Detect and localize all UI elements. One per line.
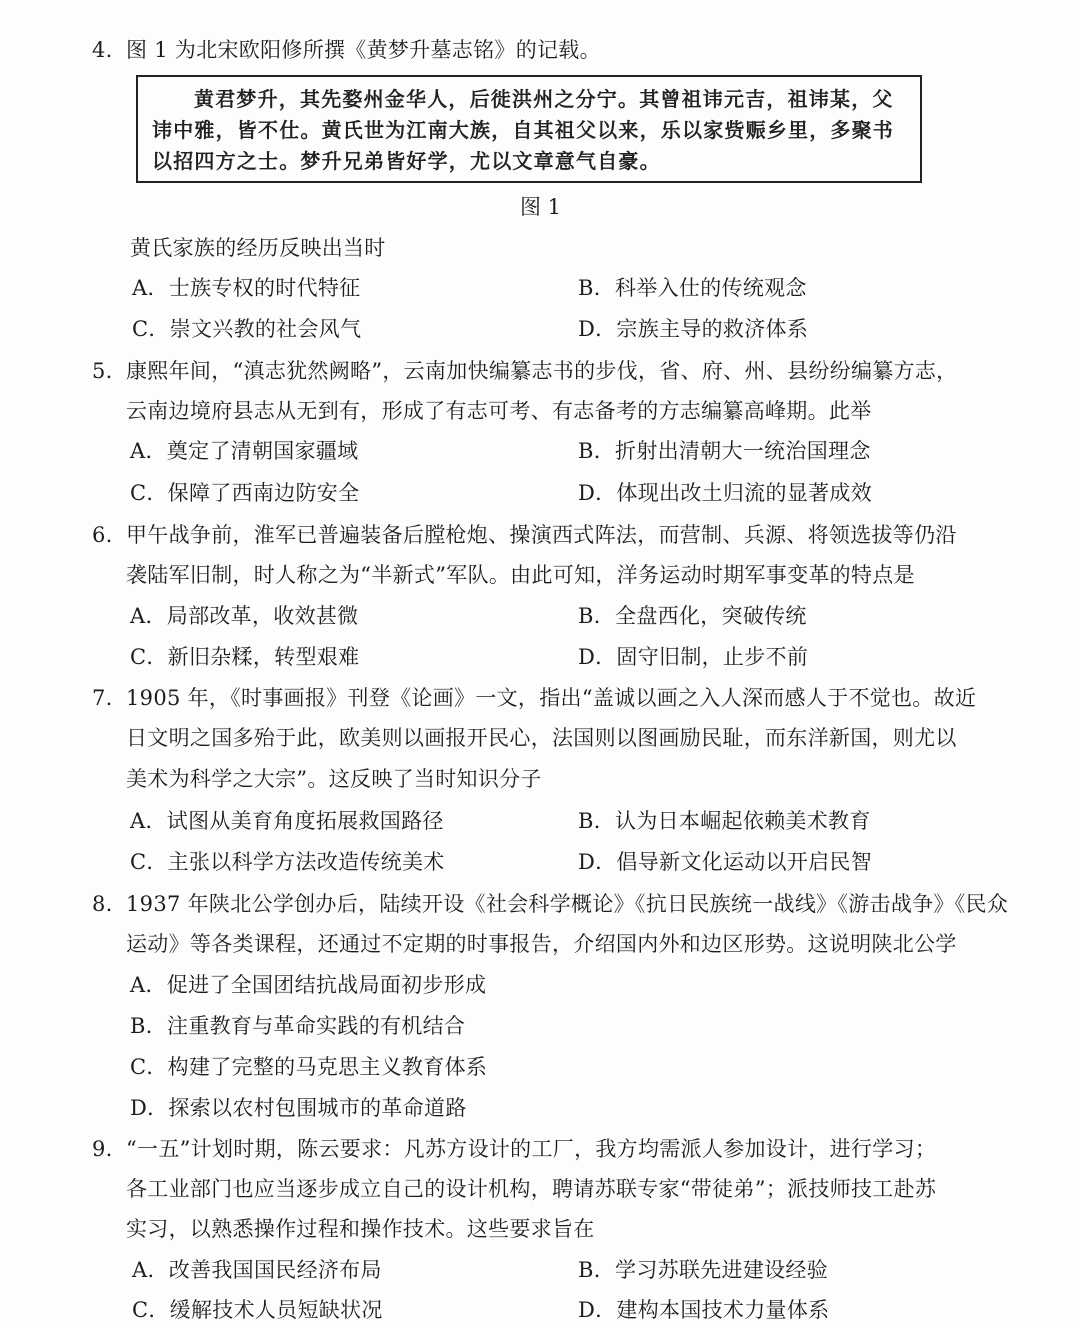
q7-number: 7. [92,686,113,710]
q7-line-2: 日文明之国多殆于此，欧美则以画报开民心，法国则以图画励民耻，而东洋新国，则尤以 [126,726,957,750]
q5-line-2: 云南边境府县志从无到有，形成了有志可考、有志备考的方志编纂高峰期。此举 [126,399,872,423]
q7-option-b: B．认为日本崛起依赖美术教育 [578,809,871,833]
q4-option-d: D．宗族主导的救济体系 [578,317,809,341]
q6-option-c: C．新旧杂糅，转型艰难 [130,645,360,669]
q4-option-c: C．崇文兴教的社会风气 [132,317,362,341]
q8-text-1: 1937 年陕北公学创办后，陆续开设《社会科学概论》《抗日民族统一战线》《游击战争》《民众 [126,892,1009,916]
q8-line-2: 运动》等各类课程，还通过不定期的时事报告，介绍国内外和边区形势。这说明陕北公学 [126,932,957,956]
q7-line-1 [92,683,976,713]
q4-option-b: B．科举入仕的传统观念 [578,276,807,300]
figure-1-caption: 图 1 [520,195,562,219]
q4-excerpt-line-1: 黄君梦升，其先婺州金华人，后徙洪州之分宁。其曾祖讳元吉，祖讳某，父 [194,87,894,111]
q9-option-a: A．改善我国国民经济布局 [132,1258,382,1282]
q4-number: 4. [92,38,113,62]
q5-option-a: A．奠定了清朝国家疆域 [130,439,359,463]
q4-question: 黄氏家族的经历反映出当时 [130,236,386,260]
q8-option-d: D．探索以农村包围城市的革命道路 [130,1096,467,1120]
q6-option-b: B．全盘西化，突破传统 [578,604,807,628]
q9-number: 9. [92,1137,113,1161]
q5-text-1: 康熙年间，“滇志犹然阙略”，云南加快编纂志书的步伐，省、府、州、县纷纷编纂方志， [126,359,958,383]
q4-excerpt-line-2: 讳中雅，皆不仕。黄氏世为江南大族，自其祖父以来，乐以家赀赈乡里，多聚书 [152,118,894,142]
q8-option-c: C．构建了完整的马克思主义教育体系 [130,1055,488,1079]
q9-line-3: 实习，以熟悉操作过程和操作技术。这些要求旨在 [126,1217,595,1241]
q8-option-a: A．促进了全国团结抗战局面初步形成 [130,973,487,997]
q9-text-1: “一五”计划时期，陈云要求：凡苏方设计的工厂，我方均需派人参加设计，进行学习； [126,1137,937,1161]
q4-stem [92,35,601,65]
q9-option-d: D．建构本国技术力量体系 [578,1298,830,1322]
q5-number: 5. [92,359,113,383]
q7-option-d: D．倡导新文化运动以开启民智 [578,850,873,874]
q6-line-2: 袭陆军旧制，时人称之为“半新式”军队。由此可知，洋务运动时期军事变革的特点是 [126,563,915,587]
q9-line-2: 各工业部门也应当逐步成立自己的设计机构，聘请苏联专家“带徒弟”；派技师技工赴苏 [126,1177,937,1201]
q7-option-c: C．主张以科学方法改造传统美术 [130,850,445,874]
q6-option-a: A．局部改革，收效甚微 [130,604,359,628]
q8-number: 8. [92,892,113,916]
q5-option-d: D．体现出改土归流的显著成效 [578,481,873,505]
q8-option-b: B．注重教育与革命实践的有机结合 [130,1014,466,1038]
q5-option-c: C．保障了西南边防安全 [130,481,360,505]
q8-line-1 [92,889,1008,919]
q9-option-c: C．缓解技术人员短缺状况 [132,1298,383,1322]
q6-number: 6. [92,523,113,547]
q6-line-1 [92,520,957,550]
q7-line-3: 美术为科学之大宗”。这反映了当时知识分子 [126,767,542,791]
q6-text-1: 甲午战争前，淮军已普遍装备后膛枪炮、操演西式阵法，而营制、兵源、将领选拔等仍沿 [126,523,957,547]
q5-option-b: B．折射出清朝大一统治国理念 [578,439,871,463]
q7-option-a: A．试图从美育角度拓展救国路径 [130,809,444,833]
q5-line-1 [92,356,957,386]
q4-stem-text: 图 1 为北宋欧阳修所撰《黄梦升墓志铭》的记载。 [126,38,601,62]
q4-option-a: A．士族专权的时代特征 [132,276,361,300]
q9-line-1 [92,1134,936,1164]
q4-excerpt-line-3: 以招四方之士。梦升兄弟皆好学，尤以文章意气自豪。 [152,149,661,173]
q6-option-d: D．固守旧制，止步不前 [578,645,809,669]
q7-text-1: 1905 年，《时事画报》刊登《论画》一文，指出“盖诚以画之入人深而感人于不觉也。故近 [126,686,977,710]
q9-option-b: B．学习苏联先进建设经验 [578,1258,829,1282]
